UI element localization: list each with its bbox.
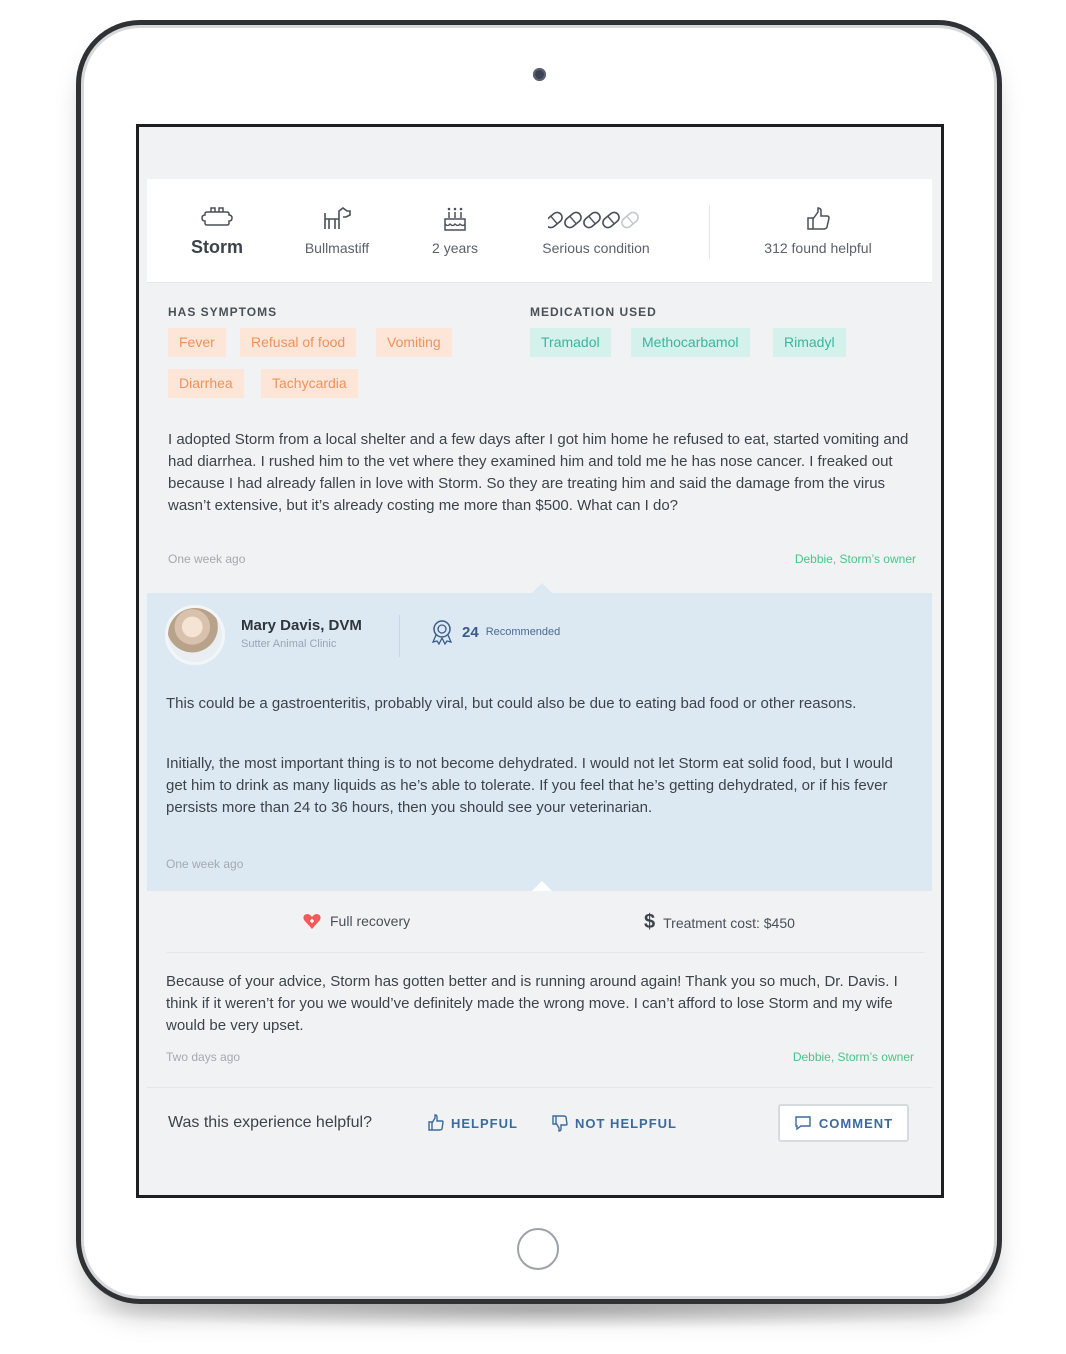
recovery-label: Full recovery	[330, 913, 411, 929]
dollar-icon: $	[644, 911, 656, 933]
severity-pills-icon	[548, 205, 644, 233]
treatment-cost-label: Treatment cost: $450	[663, 914, 795, 931]
dog-bone-icon	[200, 205, 234, 233]
symptom-tag: Tachycardia	[261, 369, 358, 398]
pill-filled	[548, 210, 564, 229]
experience-card	[147, 179, 932, 1131]
pet-name-stat	[187, 205, 247, 258]
helpful-stat	[751, 205, 885, 256]
recommended-count: 24	[462, 623, 479, 641]
vet-timestamp: One week ago	[166, 857, 244, 871]
pill-empty	[620, 210, 640, 229]
heart-icon	[302, 911, 322, 931]
thumbs-up-icon	[427, 1114, 445, 1132]
vet-name[interactable]: Mary Davis, DVM	[241, 617, 362, 634]
not-helpful-button[interactable]	[551, 1114, 677, 1132]
treatment-cost	[644, 911, 795, 934]
comment-label: COMMENT	[818, 1115, 894, 1131]
outcome-row	[147, 891, 932, 953]
thumbs-down-icon	[551, 1114, 569, 1132]
reply-pointer	[532, 583, 552, 593]
medication-title: MEDICATION USED	[530, 305, 657, 319]
reply-pointer-bottom	[532, 881, 552, 891]
helpful-label: HELPFUL	[451, 1115, 518, 1131]
medication-tag: Methocarbamol	[631, 328, 750, 357]
helpful-button[interactable]	[427, 1114, 518, 1132]
followup-author[interactable]: Debbie, Storm’s owner	[792, 1050, 914, 1064]
pill-filled	[563, 210, 583, 229]
followup-timestamp: Two days ago	[166, 1050, 241, 1064]
recommended-label: Recommended	[485, 626, 561, 638]
symptom-tag: Vomiting	[376, 328, 452, 357]
age-stat	[417, 205, 493, 256]
medication-tag: Rimadyl	[773, 328, 846, 357]
comment-button[interactable]	[778, 1104, 909, 1142]
condition-stat	[532, 205, 660, 256]
vet-avatar[interactable]	[165, 605, 225, 665]
symptom-tag: Refusal of food	[240, 328, 356, 357]
vet-reply	[147, 593, 932, 891]
vet-divider	[399, 615, 400, 657]
medication-tag: Tramadol	[530, 328, 611, 357]
award-ribbon-icon	[429, 619, 455, 645]
feedback-bar	[147, 1087, 932, 1157]
birthday-cake-icon	[441, 205, 469, 233]
symptom-tag: Fever	[168, 328, 226, 357]
breed-stat	[297, 205, 377, 256]
post-timestamp: One week ago	[168, 552, 246, 566]
camera-icon	[533, 68, 546, 81]
tablet-screen	[136, 124, 944, 1198]
home-button[interactable]	[517, 1228, 559, 1270]
helpful-question: Was this experience helpful?	[168, 1114, 372, 1131]
condition-label: Serious condition	[542, 240, 650, 256]
breed-label: Bullmastiff	[304, 240, 370, 256]
stats-divider	[709, 205, 710, 259]
owner-post-text: I adopted Storm from a local shelter and a few days after I got him home he refused to eat, started vomiting and had diarrhea. I rushed him to the vet where they examined him and told me he has nose cancer. I freaked out because I had already fallen in love with Storm. So they are treating him and said the damage from the virus wasn’t extensive, but it’s already costing me more than $500. What can I do?	[168, 431, 909, 514]
age-label: 2 years	[432, 240, 478, 256]
pill-filled	[601, 210, 621, 229]
pet-stats	[147, 179, 932, 283]
comment-icon	[794, 1115, 812, 1131]
not-helpful-label: NOT HELPFUL	[575, 1115, 677, 1131]
recommended-badge	[429, 619, 560, 645]
vet-paragraph: Initially, the most important thing is to not become dehydrated. I would not let Storm eat solid food, but I would get him to drink as many liquids as he’s able to tolerate. If you feel that he’s getting dehydrated, or if his fever persists more than 24 to 36 hours, then you should see your veterinarian.	[166, 755, 893, 816]
vet-paragraph: This could be a gastroenteritis, probably viral, but could also be due to eating bad food or other reasons.	[166, 695, 857, 712]
outcome-divider	[167, 952, 924, 953]
vet-clinic: Sutter Animal Clinic	[241, 638, 337, 650]
followup-text: Because of your advice, Storm has gotten better and is running around again! Thank you so much, Dr. Davis. I think if it weren’t for you we would’ve definitely made the wrong move. I can’t afford to lose Storm and my wife would be very upset.	[166, 973, 898, 1034]
symptom-tag: Diarrhea	[168, 369, 244, 398]
symptoms-title: HAS SYMPTOMS	[168, 305, 278, 319]
thumbs-up-icon	[804, 205, 832, 233]
helpful-count: 312 found helpful	[764, 240, 872, 256]
pet-name: Storm	[190, 237, 243, 257]
dog-icon	[321, 205, 353, 233]
recovery-status	[302, 911, 410, 931]
pill-filled	[582, 210, 602, 229]
post-author[interactable]: Debbie, Storm’s owner	[794, 552, 916, 566]
